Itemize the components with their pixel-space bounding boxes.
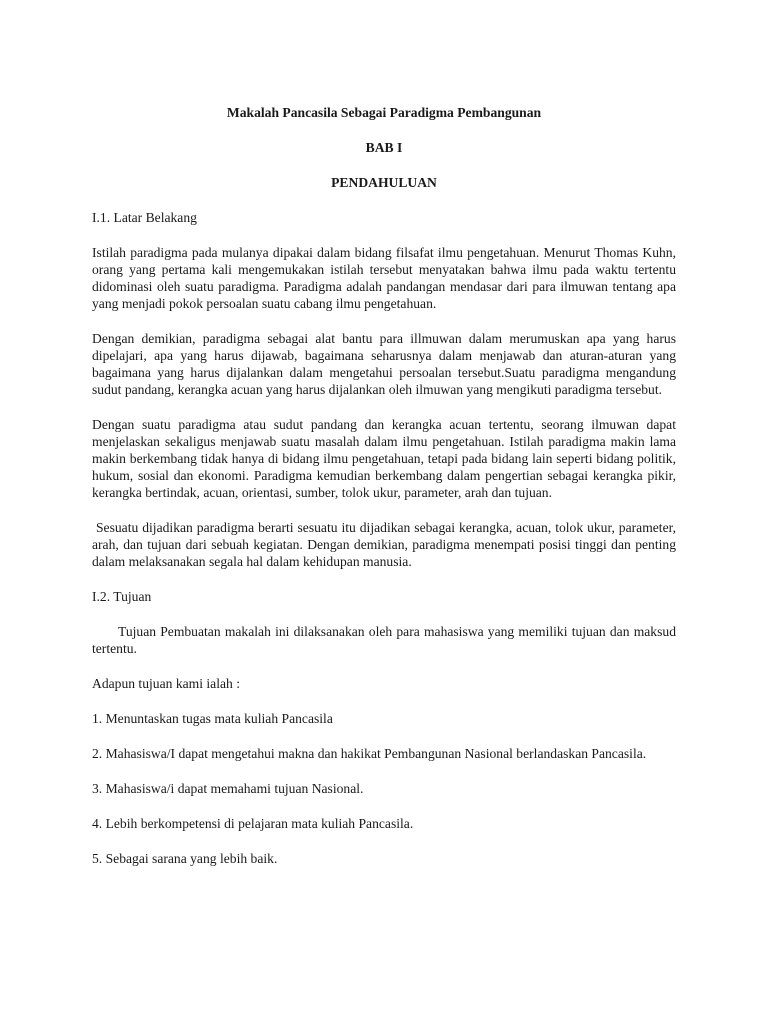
chapter-title: PENDAHULUAN xyxy=(331,175,437,190)
paragraph: Sesuatu dijadikan paradigma berarti sesuatu itu dijadikan sebagai kerangka, acuan, tolok ukur, parameter, arah, dan tujuan dari sebuah kegiatan. Dengan demikian, paradigma menempati posisi tinggi dan penting dalam melaksanakan segala hal dalam kehidupan manusia. xyxy=(92,520,676,569)
document-page xyxy=(92,104,676,885)
document-title: Makalah Pancasila Sebagai Paradigma Pembangunan xyxy=(226,105,542,120)
list-item: 3. Mahasiswa/i dapat memahami tujuan Nasional. xyxy=(92,781,364,796)
list-item: 4. Lebih berkompetensi di pelajaran mata kuliah Pancasila. xyxy=(92,816,414,831)
chapter-number: BAB I xyxy=(365,140,403,155)
paragraph: Istilah paradigma pada mulanya dipakai dalam bidang filsafat ilmu pengetahuan. Menurut Thomas Kuhn, orang yang pertama kali mengemukakan istilah tersebut menyatakan bahwa ilmu pada waktu tertentu didominasi oleh suatu paradigma. Paradigma adalah pandangan mendasar dari para ilmuwan tentang apa yang menjadi pokok persoalan suatu cabang ilmu pengetahuan. xyxy=(92,245,676,311)
tujuan-list-intro: Adapun tujuan kami ialah : xyxy=(92,676,240,691)
section-heading-latar-belakang: I.1. Latar Belakang xyxy=(92,210,197,225)
paragraph: Dengan demikian, paradigma sebagai alat bantu para illmuwan dalam merumuskan apa yang harus dipelajari, apa yang harus dijawab, bagaimana seharusnya dalam menjawab dan aturan-aturan yang bagaimana yang harus dijalankan dalam mengetahui persoalan tersebut.Suatu paradigma mengandung sudut pandang, kerangka acuan yang harus dijalankan oleh ilmuwan yang mengikuti paradigma tersebut. xyxy=(92,331,676,397)
list-item: 1. Menuntaskan tugas mata kuliah Pancasila xyxy=(92,711,333,726)
paragraph: Dengan suatu paradigma atau sudut pandang dan kerangka acuan tertentu, seorang ilmuwan dapat menjelaskan sekaligus menjawab suatu masalah dalam ilmu pengetahuan. Istilah paradigma makin lama makin berkembang tidak hanya di bidang ilmu pengetahuan, tetapi pada bidang lain seperti bidang politik, hukum, sosial dan ekonomi. Paradigma kemudian berkembang dalam pengertian sebagai kerangka pikir, kerangka bertindak, acuan, orientasi, sumber, tolok ukur, parameter, arah dan tujuan. xyxy=(92,417,676,500)
paragraph-tujuan-intro: Tujuan Pembuatan makalah ini dilaksanakan oleh para mahasiswa yang memiliki tujuan dan maksud tertentu. xyxy=(92,624,676,656)
section-heading-tujuan: I.2. Tujuan xyxy=(92,589,152,604)
list-item: 5. Sebagai sarana yang lebih baik. xyxy=(92,851,278,866)
list-item: 2. Mahasiswa/I dapat mengetahui makna dan hakikat Pembangunan Nasional berlandaskan Pancasila. xyxy=(92,746,647,761)
